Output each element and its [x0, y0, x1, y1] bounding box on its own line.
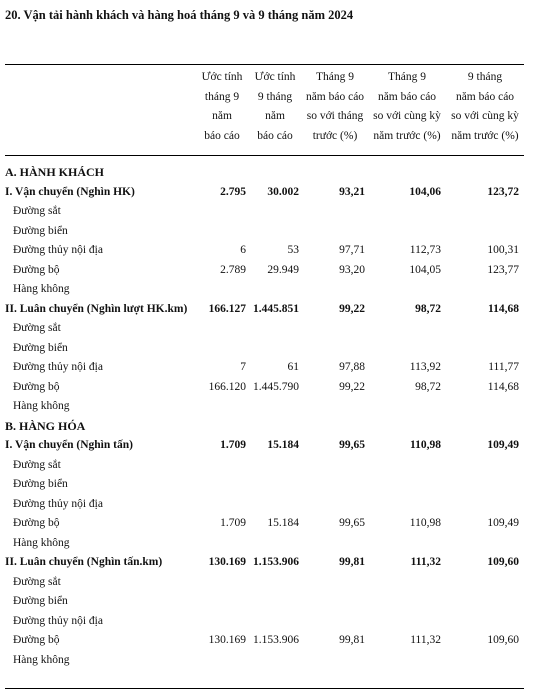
row-label: Đường thủy nội địa	[13, 497, 103, 510]
row-label: Hàng không	[13, 400, 70, 412]
cell-col-3: 99,22	[339, 302, 365, 315]
header-col-4	[369, 68, 445, 146]
table-row	[0, 592, 533, 612]
cell-col-3: 99,22	[339, 380, 365, 393]
table-row	[0, 631, 533, 651]
cell-col-2: 1.445.851	[253, 302, 299, 315]
cell-col-1: 166.120	[208, 380, 246, 393]
cell-col-4: 98,72	[415, 380, 441, 393]
header-line: Tháng 9	[315, 71, 354, 83]
cell-col-3: 93,20	[339, 263, 365, 276]
cell-col-3: 99,65	[339, 439, 365, 451]
header-line: báo cáo	[204, 129, 240, 142]
cell-col-4: 104,05	[409, 263, 441, 276]
header-line: năm trước (%)	[451, 129, 519, 142]
header-top-rule	[5, 64, 524, 65]
cell-col-1: 1.709	[220, 439, 246, 451]
cell-col-3: 97,71	[339, 244, 365, 256]
row-label: Hàng không	[13, 536, 70, 549]
page-title: 20. Vận tải hành khách và hàng hoá tháng 9 và 9 tháng năm 2024	[5, 8, 354, 22]
cell-col-4: 112,73	[409, 244, 441, 256]
header-line: năm báo cáo	[455, 90, 515, 103]
table-row	[0, 339, 533, 359]
row-label: Đường biển	[13, 595, 68, 607]
cell-col-2: 15.184	[267, 439, 299, 451]
cell-col-5: 123,72	[487, 185, 519, 198]
table-row	[0, 358, 533, 378]
cell-col-1: 2.789	[220, 263, 246, 276]
cell-col-4: 111,32	[410, 634, 441, 646]
cell-col-1: 1.709	[220, 517, 246, 529]
row-label: Đường sắt	[13, 205, 61, 217]
table-row	[0, 514, 533, 534]
header-line: năm báo cáo	[305, 90, 365, 103]
cell-col-4: 110,98	[410, 439, 441, 451]
cell-col-2: 1.445.790	[253, 380, 299, 393]
cell-col-1: 2.795	[220, 185, 246, 198]
row-label: Đường thủy nội địa	[13, 244, 103, 256]
row-label: Đường sắt	[13, 458, 61, 471]
cell-col-2: 30.002	[267, 185, 299, 198]
cell-col-3: 99,65	[339, 517, 365, 529]
header-line: 9 tháng	[467, 71, 503, 83]
header-col-3	[302, 68, 368, 146]
table-row	[0, 651, 533, 671]
cell-col-2: 1.153.906	[253, 556, 299, 568]
table-row	[0, 202, 533, 222]
row-label: Đường sắt	[13, 575, 61, 588]
header-line: so với tháng	[306, 110, 364, 122]
cell-col-2: 53	[287, 244, 299, 256]
row-label: Đường thủy nội địa	[13, 614, 103, 627]
cell-col-5: 109,60	[487, 556, 519, 568]
cell-col-4: 113,92	[409, 361, 441, 373]
table-row	[0, 436, 533, 456]
table-row	[0, 456, 533, 476]
header-line: Tháng 9	[387, 71, 426, 83]
row-label: Đường bộ	[13, 380, 60, 393]
row-label: II. Luân chuyển (Nghìn lượt HK.km)	[5, 302, 188, 315]
row-label: B. HÀNG HÓA	[5, 418, 86, 433]
header-line: Ước tính	[254, 71, 296, 83]
row-label: A. HÀNH KHÁCH	[5, 165, 104, 179]
table-row	[0, 280, 533, 300]
section-row	[0, 163, 533, 183]
table-row	[0, 495, 533, 515]
table-row	[0, 378, 533, 398]
table-row	[0, 573, 533, 593]
header-col-1	[196, 68, 248, 146]
row-label: I. Vận chuyển (Nghìn HK)	[5, 185, 135, 198]
row-label: Đường bộ	[13, 517, 60, 529]
header-line: báo cáo	[257, 129, 293, 142]
row-label: Hàng không	[13, 653, 70, 666]
section-row	[0, 417, 533, 437]
table-row	[0, 553, 533, 573]
table-row	[0, 319, 533, 339]
table-bottom-rule	[5, 688, 524, 689]
header-line: 9 tháng	[257, 90, 293, 103]
cell-col-3: 99,81	[339, 634, 365, 646]
cell-col-3: 99,81	[339, 556, 365, 568]
header-line: trước (%)	[312, 129, 358, 142]
row-label: Đường bộ	[13, 263, 60, 276]
cell-col-2: 1.153.906	[253, 634, 299, 646]
header-line: so với cùng kỳ	[373, 110, 441, 122]
header-col-2	[249, 68, 301, 146]
cell-col-5: 123,77	[487, 263, 519, 276]
header-bottom-rule	[5, 155, 524, 156]
table-body	[0, 163, 533, 670]
cell-col-3: 97,88	[339, 361, 365, 373]
cell-col-1: 130.169	[208, 634, 246, 646]
cell-col-2: 61	[287, 361, 299, 373]
header-line: năm	[212, 110, 232, 122]
cell-col-1: 130.169	[208, 556, 246, 568]
cell-col-2: 29.949	[267, 263, 299, 276]
cell-col-1: 7	[240, 361, 246, 373]
table-row	[0, 300, 533, 320]
table-row	[0, 222, 533, 242]
row-label: Đường thủy nội địa	[13, 361, 103, 373]
cell-col-5: 100,31	[487, 244, 519, 256]
row-label: Đường biển	[13, 224, 68, 237]
header-line: Ước tính	[201, 71, 243, 83]
row-label: Hàng không	[13, 283, 70, 295]
cell-col-3: 93,21	[339, 185, 365, 198]
cell-col-4: 104,06	[409, 185, 441, 198]
cell-col-5: 109,49	[487, 439, 519, 451]
table-row	[0, 397, 533, 417]
header-line: so với cùng kỳ	[451, 110, 519, 122]
cell-col-5: 111,77	[488, 361, 519, 373]
cell-col-2: 15.184	[267, 517, 299, 529]
table-row	[0, 183, 533, 203]
cell-col-5: 114,68	[488, 302, 519, 315]
header-line: năm trước (%)	[373, 129, 441, 142]
cell-col-1: 6	[240, 244, 246, 256]
cell-col-4: 110,98	[409, 517, 441, 529]
table-row	[0, 612, 533, 632]
row-label: I. Vận chuyển (Nghìn tấn)	[5, 439, 133, 451]
header-col-5	[446, 68, 524, 146]
row-label: Đường sắt	[13, 322, 61, 334]
cell-col-5: 114,68	[487, 380, 519, 393]
row-label: Đường biển	[13, 341, 68, 354]
row-label: Đường biển	[13, 478, 68, 490]
header-line: năm	[265, 110, 285, 122]
table-row	[0, 534, 533, 554]
row-label: II. Luân chuyển (Nghìn tấn.km)	[5, 556, 163, 568]
table-row	[0, 241, 533, 261]
row-label: Đường bộ	[13, 634, 60, 646]
cell-col-5: 109,60	[487, 634, 519, 646]
header-line: tháng 9	[204, 90, 240, 103]
cell-col-4: 98,72	[415, 302, 441, 315]
table-row	[0, 475, 533, 495]
cell-col-1: 166.127	[208, 302, 246, 315]
header-line: năm báo cáo	[377, 90, 437, 103]
table-row	[0, 261, 533, 281]
cell-col-5: 109,49	[487, 517, 519, 529]
cell-col-4: 111,32	[410, 556, 441, 568]
